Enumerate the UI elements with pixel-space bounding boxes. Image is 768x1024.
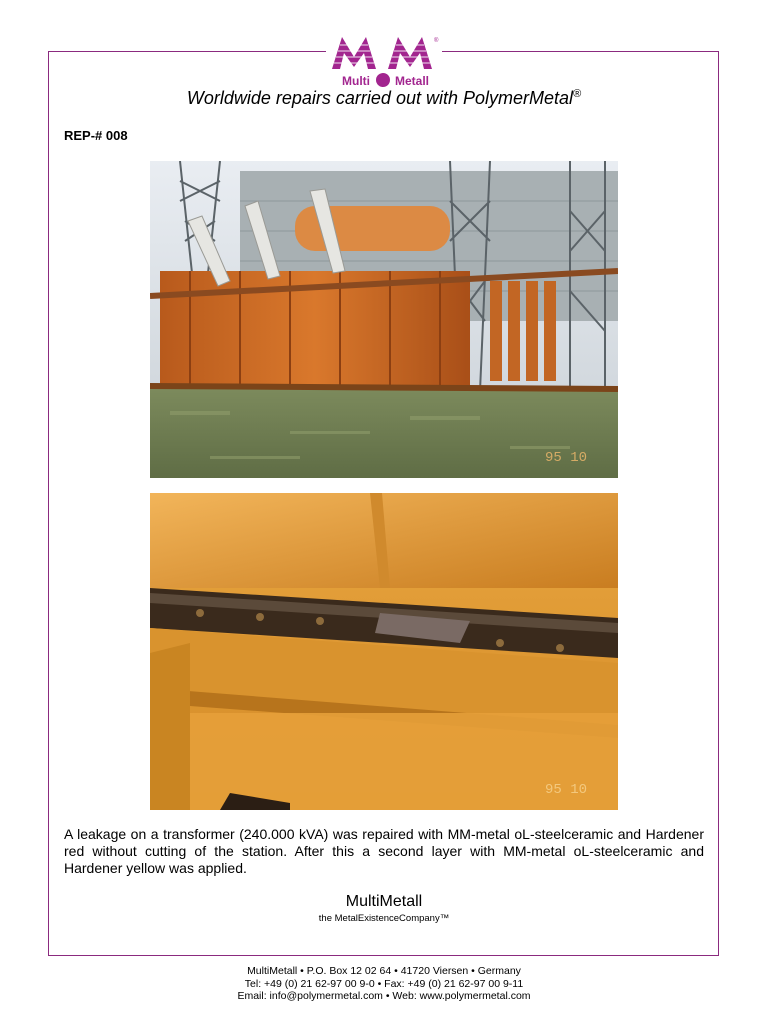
- footer-contact: Email: info@polymermetal.com • Web: www.polymermetal.com: [237, 990, 531, 1002]
- photo2-date-stamp: 95 10: [545, 782, 588, 798]
- page-title: Worldwide repairs carried out with PolymerMetal®: [186, 88, 582, 108]
- company-tagline: the MetalExistenceCompany™: [318, 913, 450, 924]
- footer-phone: Tel: +49 (0) 21 62-97 00 9-0 • Fax: +49 (0) 21 62-97 00 9-11: [244, 977, 524, 990]
- footer-address: MultiMetall • P.O. Box 12 02 64 • 41720 Viersen • Germany: [247, 965, 521, 977]
- photo1-date-stamp: 95 10: [545, 450, 588, 466]
- logo-graphic: [326, 33, 442, 91]
- svg-text:®: ®: [434, 38, 439, 44]
- footer: [0, 965, 768, 1003]
- company-name: MultiMetall: [345, 893, 423, 910]
- report-number: REP-# 008: [64, 128, 128, 143]
- repair-detail-photo: [150, 493, 618, 810]
- svg-text:Metall: Metall: [394, 74, 430, 88]
- svg-text:Multi: Multi: [342, 74, 370, 88]
- repair-description: A leakage on a transformer (240.000 kVA) was repaired with MM-metal oL-steelceramic and Hardener red without cutting of the station. After this a second layer with MM-metal oL-steelceramic and Hardener yellow was applied.: [64, 826, 704, 876]
- multimetall-logo: [326, 33, 442, 91]
- transformer-photo: [150, 161, 618, 478]
